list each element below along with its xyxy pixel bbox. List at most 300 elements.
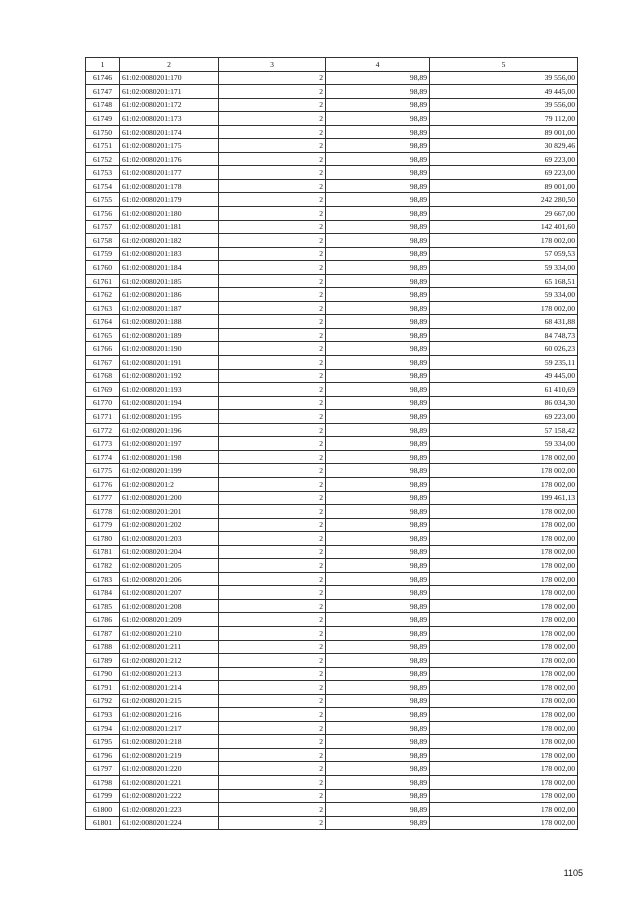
table-cell-col-4: 98,89: [326, 640, 430, 654]
table-cell-col-1: 61758: [86, 234, 120, 248]
table-cell-col-2: 61:02:0080201:198: [120, 450, 219, 464]
table-cell-col-1: 61781: [86, 545, 120, 559]
table-cell-col-2: 61:02:0080201:214: [120, 681, 219, 695]
table-cell-col-4: 98,89: [326, 328, 430, 342]
table-cell-col-1: 61794: [86, 721, 120, 735]
table-cell-col-5: 178 002,00: [430, 450, 578, 464]
table-cell-col-4: 98,89: [326, 179, 430, 193]
table-cell-col-4: 98,89: [326, 518, 430, 532]
table-cell-col-5: 60 026,23: [430, 342, 578, 356]
table-cell-col-5: 59 334,00: [430, 437, 578, 451]
table-cell-col-2: 61:02:0080201:224: [120, 816, 219, 830]
table-cell-col-4: 98,89: [326, 342, 430, 356]
table-cell-col-2: 61:02:0080201:203: [120, 532, 219, 546]
table-cell-col-2: 61:02:0080201:170: [120, 71, 219, 85]
table-row: [86, 708, 578, 722]
table-cell-col-1: 61800: [86, 803, 120, 817]
table-cell-col-5: 178 002,00: [430, 667, 578, 681]
table-cell-col-3: 2: [219, 301, 326, 315]
table-row: [86, 152, 578, 166]
table-cell-col-3: 2: [219, 274, 326, 288]
table-row: [86, 328, 578, 342]
table-cell-col-2: 61:02:0080201:171: [120, 85, 219, 99]
table-cell-col-2: 61:02:0080201:194: [120, 396, 219, 410]
table-cell-col-5: 84 748,73: [430, 328, 578, 342]
table-cell-col-3: 2: [219, 261, 326, 275]
table-cell-col-4: 98,89: [326, 491, 430, 505]
table-cell-col-2: 61:02:0080201:178: [120, 179, 219, 193]
table-cell-col-5: 69 223,00: [430, 166, 578, 180]
table-cell-col-2: 61:02:0080201:208: [120, 599, 219, 613]
table-cell-col-4: 98,89: [326, 816, 430, 830]
table-cell-col-5: 178 002,00: [430, 301, 578, 315]
table-cell-col-1: 61793: [86, 708, 120, 722]
table-cell-col-5: 89 001,00: [430, 125, 578, 139]
table-cell-col-5: 178 002,00: [430, 640, 578, 654]
table-cell-col-2: 61:02:0080201:186: [120, 288, 219, 302]
table-cell-col-5: 178 002,00: [430, 775, 578, 789]
table-cell-col-4: 98,89: [326, 234, 430, 248]
table-cell-col-3: 2: [219, 505, 326, 519]
table-cell-col-3: 2: [219, 464, 326, 478]
table-cell-col-3: 2: [219, 383, 326, 397]
table-cell-col-2: 61:02:0080201:197: [120, 437, 219, 451]
table-cell-col-3: 2: [219, 315, 326, 329]
table-row: [86, 640, 578, 654]
table-cell-col-2: 61:02:0080201:211: [120, 640, 219, 654]
table-cell-col-2: 61:02:0080201:205: [120, 559, 219, 573]
table-cell-col-4: 98,89: [326, 775, 430, 789]
table-cell-col-5: 61 410,69: [430, 383, 578, 397]
table-cell-col-1: 61782: [86, 559, 120, 573]
table-cell-col-1: 61755: [86, 193, 120, 207]
table-cell-col-1: 61765: [86, 328, 120, 342]
table-cell-col-1: 61789: [86, 654, 120, 668]
table-cell-col-3: 2: [219, 599, 326, 613]
table-cell-col-1: 61762: [86, 288, 120, 302]
table-cell-col-3: 2: [219, 491, 326, 505]
table-cell-col-5: 178 002,00: [430, 613, 578, 627]
table-cell-col-5: 57 059,53: [430, 247, 578, 261]
table-cell-col-2: 61:02:0080201:187: [120, 301, 219, 315]
table-cell-col-2: 61:02:0080201:200: [120, 491, 219, 505]
table-cell-col-1: 61770: [86, 396, 120, 410]
table-cell-col-5: 39 556,00: [430, 98, 578, 112]
table-cell-col-5: 178 002,00: [430, 789, 578, 803]
table-cell-col-4: 98,89: [326, 410, 430, 424]
table-cell-col-4: 98,89: [326, 559, 430, 573]
table-cell-col-4: 98,89: [326, 654, 430, 668]
table-cell-col-5: 79 112,00: [430, 112, 578, 126]
table-cell-col-1: 61796: [86, 748, 120, 762]
table-cell-col-5: 178 002,00: [430, 505, 578, 519]
table-cell-col-4: 98,89: [326, 315, 430, 329]
table-cell-col-2: 61:02:0080201:192: [120, 369, 219, 383]
table-cell-col-4: 98,89: [326, 613, 430, 627]
table-cell-col-2: 61:02:0080201:222: [120, 789, 219, 803]
table-cell-col-3: 2: [219, 220, 326, 234]
table-cell-col-5: 199 461,13: [430, 491, 578, 505]
table-cell-col-2: 61:02:0080201:218: [120, 735, 219, 749]
table-row: [86, 599, 578, 613]
table-cell-col-5: 178 002,00: [430, 803, 578, 817]
table-cell-col-4: 98,89: [326, 681, 430, 695]
table-cell-col-1: 61776: [86, 477, 120, 491]
table-cell-col-4: 98,89: [326, 599, 430, 613]
table-cell-col-3: 2: [219, 803, 326, 817]
table-row: [86, 613, 578, 627]
table-row: [86, 112, 578, 126]
table-cell-col-3: 2: [219, 234, 326, 248]
table-cell-col-2: 61:02:0080201:175: [120, 139, 219, 153]
table-cell-col-2: 61:02:0080201:195: [120, 410, 219, 424]
table-cell-col-1: 61747: [86, 85, 120, 99]
table-cell-col-4: 98,89: [326, 71, 430, 85]
table-cell-col-3: 2: [219, 613, 326, 627]
table-cell-col-4: 98,89: [326, 423, 430, 437]
table-cell-col-4: 98,89: [326, 437, 430, 451]
table-cell-col-5: 57 158,42: [430, 423, 578, 437]
table-row: [86, 301, 578, 315]
table-cell-col-4: 98,89: [326, 85, 430, 99]
table-cell-col-3: 2: [219, 288, 326, 302]
table-cell-col-4: 98,89: [326, 301, 430, 315]
data-table: [85, 57, 578, 830]
table-cell-col-4: 98,89: [326, 220, 430, 234]
table-row: [86, 85, 578, 99]
table-row: [86, 735, 578, 749]
table-cell-col-3: 2: [219, 98, 326, 112]
page-number: 1105: [563, 868, 583, 878]
table-cell-col-5: 178 002,00: [430, 599, 578, 613]
header-row: [86, 58, 578, 72]
table-cell-col-5: 178 002,00: [430, 708, 578, 722]
table-cell-col-1: 61788: [86, 640, 120, 654]
table-row: [86, 464, 578, 478]
table-cell-col-5: 178 002,00: [430, 762, 578, 776]
table-row: [86, 356, 578, 370]
table-cell-col-2: 61:02:0080201:2: [120, 477, 219, 491]
table-cell-col-2: 61:02:0080201:177: [120, 166, 219, 180]
table-cell-col-3: 2: [219, 559, 326, 573]
table-cell-col-4: 98,89: [326, 166, 430, 180]
table-row: [86, 139, 578, 153]
table-cell-col-3: 2: [219, 328, 326, 342]
table-cell-col-2: 61:02:0080201:188: [120, 315, 219, 329]
table-row: [86, 423, 578, 437]
table-cell-col-2: 61:02:0080201:183: [120, 247, 219, 261]
table-cell-col-4: 98,89: [326, 748, 430, 762]
table-cell-col-5: 178 002,00: [430, 518, 578, 532]
table-cell-col-2: 61:02:0080201:182: [120, 234, 219, 248]
table-cell-col-2: 61:02:0080201:220: [120, 762, 219, 776]
table-cell-col-5: 65 168,51: [430, 274, 578, 288]
table-row: [86, 586, 578, 600]
table-cell-col-1: 61778: [86, 505, 120, 519]
table-cell-col-4: 98,89: [326, 125, 430, 139]
table-row: [86, 220, 578, 234]
table-cell-col-2: 61:02:0080201:221: [120, 775, 219, 789]
table-cell-col-3: 2: [219, 694, 326, 708]
table-row: [86, 71, 578, 85]
table-row: [86, 125, 578, 139]
table-cell-col-5: 86 034,30: [430, 396, 578, 410]
table-cell-col-3: 2: [219, 586, 326, 600]
table-cell-col-3: 2: [219, 139, 326, 153]
table-row: [86, 207, 578, 221]
table-row: [86, 803, 578, 817]
table-cell-col-3: 2: [219, 396, 326, 410]
table-row: [86, 518, 578, 532]
table-cell-col-4: 98,89: [326, 139, 430, 153]
table-cell-col-1: 61777: [86, 491, 120, 505]
table-row: [86, 491, 578, 505]
table-cell-col-2: 61:02:0080201:207: [120, 586, 219, 600]
table-cell-col-1: 61766: [86, 342, 120, 356]
table-cell-col-4: 98,89: [326, 532, 430, 546]
table-cell-col-4: 98,89: [326, 274, 430, 288]
table-cell-col-5: 178 002,00: [430, 464, 578, 478]
table-cell-col-1: 61771: [86, 410, 120, 424]
table-row: [86, 437, 578, 451]
table-cell-col-1: 61757: [86, 220, 120, 234]
table-cell-col-4: 98,89: [326, 803, 430, 817]
table-row: [86, 247, 578, 261]
table-cell-col-1: 61760: [86, 261, 120, 275]
table-cell-col-2: 61:02:0080201:190: [120, 342, 219, 356]
table-cell-col-3: 2: [219, 545, 326, 559]
table-row: [86, 667, 578, 681]
table-cell-col-2: 61:02:0080201:219: [120, 748, 219, 762]
table-cell-col-4: 98,89: [326, 112, 430, 126]
table-row: [86, 98, 578, 112]
table-cell-col-4: 98,89: [326, 98, 430, 112]
table-cell-col-2: 61:02:0080201:209: [120, 613, 219, 627]
table-cell-col-2: 61:02:0080201:210: [120, 626, 219, 640]
table-cell-col-3: 2: [219, 532, 326, 546]
table-row: [86, 261, 578, 275]
table-cell-col-1: 61767: [86, 356, 120, 370]
table-cell-col-3: 2: [219, 71, 326, 85]
table-cell-col-4: 98,89: [326, 735, 430, 749]
table-cell-col-4: 98,89: [326, 572, 430, 586]
table-cell-col-3: 2: [219, 735, 326, 749]
table-row: [86, 694, 578, 708]
table-cell-col-3: 2: [219, 748, 326, 762]
table-row: [86, 654, 578, 668]
table-cell-col-2: 61:02:0080201:223: [120, 803, 219, 817]
table-cell-col-4: 98,89: [326, 369, 430, 383]
table-cell-col-4: 98,89: [326, 356, 430, 370]
table-row: [86, 477, 578, 491]
table-cell-col-4: 98,89: [326, 626, 430, 640]
table-cell-col-3: 2: [219, 477, 326, 491]
table-cell-col-2: 61:02:0080201:204: [120, 545, 219, 559]
table-row: [86, 179, 578, 193]
table-cell-col-1: 61775: [86, 464, 120, 478]
table-cell-col-2: 61:02:0080201:184: [120, 261, 219, 275]
table-cell-col-3: 2: [219, 356, 326, 370]
table-cell-col-1: 61772: [86, 423, 120, 437]
table-cell-col-1: 61753: [86, 166, 120, 180]
table-cell-col-1: 61792: [86, 694, 120, 708]
column-header-4: 4: [326, 58, 430, 72]
table-cell-col-3: 2: [219, 437, 326, 451]
table-cell-col-1: 61769: [86, 383, 120, 397]
table-cell-col-1: 61797: [86, 762, 120, 776]
table-cell-col-3: 2: [219, 816, 326, 830]
table-cell-col-3: 2: [219, 125, 326, 139]
table-cell-col-1: 61779: [86, 518, 120, 532]
table-row: [86, 369, 578, 383]
table-cell-col-3: 2: [219, 450, 326, 464]
table-cell-col-3: 2: [219, 179, 326, 193]
table-row: [86, 816, 578, 830]
table-cell-col-1: 61784: [86, 586, 120, 600]
table-row: [86, 193, 578, 207]
table-cell-col-4: 98,89: [326, 789, 430, 803]
table-cell-col-5: 30 829,46: [430, 139, 578, 153]
table-cell-col-5: 69 223,00: [430, 410, 578, 424]
table-cell-col-5: 59 235,11: [430, 356, 578, 370]
table-row: [86, 721, 578, 735]
table-cell-col-4: 98,89: [326, 247, 430, 261]
table-cell-col-4: 98,89: [326, 667, 430, 681]
table-cell-col-2: 61:02:0080201:216: [120, 708, 219, 722]
table-cell-col-5: 89 001,00: [430, 179, 578, 193]
table-cell-col-3: 2: [219, 762, 326, 776]
table-cell-col-3: 2: [219, 518, 326, 532]
table-cell-col-5: 178 002,00: [430, 477, 578, 491]
table-cell-col-3: 2: [219, 166, 326, 180]
table-row: [86, 383, 578, 397]
table-cell-col-1: 61761: [86, 274, 120, 288]
table-cell-col-3: 2: [219, 721, 326, 735]
table-cell-col-3: 2: [219, 708, 326, 722]
table-cell-col-2: 61:02:0080201:201: [120, 505, 219, 519]
table-row: [86, 342, 578, 356]
table-cell-col-1: 61785: [86, 599, 120, 613]
table-row: [86, 315, 578, 329]
table-cell-col-3: 2: [219, 626, 326, 640]
table-cell-col-4: 98,89: [326, 193, 430, 207]
table-row: [86, 532, 578, 546]
table-row: [86, 274, 578, 288]
table-cell-col-1: 61763: [86, 301, 120, 315]
table-cell-col-5: 178 002,00: [430, 586, 578, 600]
table-cell-col-4: 98,89: [326, 383, 430, 397]
table-cell-col-2: 61:02:0080201:206: [120, 572, 219, 586]
table-cell-col-5: 178 002,00: [430, 654, 578, 668]
table-body: [86, 71, 578, 830]
table-cell-col-5: 178 002,00: [430, 735, 578, 749]
table-cell-col-5: 242 280,50: [430, 193, 578, 207]
table-cell-col-5: 142 401,60: [430, 220, 578, 234]
table-cell-col-5: 39 556,00: [430, 71, 578, 85]
table-cell-col-5: 49 445,00: [430, 369, 578, 383]
table-row: [86, 789, 578, 803]
table-cell-col-3: 2: [219, 775, 326, 789]
table-row: [86, 681, 578, 695]
table-row: [86, 166, 578, 180]
table-cell-col-4: 98,89: [326, 207, 430, 221]
table-row: [86, 559, 578, 573]
table-cell-col-1: 61759: [86, 247, 120, 261]
table-cell-col-3: 2: [219, 369, 326, 383]
table-cell-col-5: 69 223,00: [430, 152, 578, 166]
table-cell-col-1: 61801: [86, 816, 120, 830]
table-cell-col-1: 61748: [86, 98, 120, 112]
table-cell-col-2: 61:02:0080201:212: [120, 654, 219, 668]
table-row: [86, 505, 578, 519]
table-row: [86, 234, 578, 248]
table-cell-col-4: 98,89: [326, 586, 430, 600]
column-header-5: 5: [430, 58, 578, 72]
table-cell-col-4: 98,89: [326, 464, 430, 478]
table-row: [86, 775, 578, 789]
table-header: [86, 58, 578, 72]
table-cell-col-4: 98,89: [326, 721, 430, 735]
table-cell-col-3: 2: [219, 152, 326, 166]
table-cell-col-5: 29 667,00: [430, 207, 578, 221]
table-row: [86, 396, 578, 410]
column-header-3: 3: [219, 58, 326, 72]
table-cell-col-5: 59 334,00: [430, 261, 578, 275]
table-cell-col-3: 2: [219, 112, 326, 126]
table-cell-col-1: 61787: [86, 626, 120, 640]
table-cell-col-5: 178 002,00: [430, 559, 578, 573]
table-cell-col-1: 61786: [86, 613, 120, 627]
table-row: [86, 748, 578, 762]
table-cell-col-1: 61754: [86, 179, 120, 193]
table-cell-col-1: 61746: [86, 71, 120, 85]
table-row: [86, 450, 578, 464]
table-cell-col-4: 98,89: [326, 261, 430, 275]
table-cell-col-2: 61:02:0080201:185: [120, 274, 219, 288]
table-cell-col-1: 61756: [86, 207, 120, 221]
table-cell-col-5: 59 334,00: [430, 288, 578, 302]
table-row: [86, 545, 578, 559]
table-cell-col-3: 2: [219, 193, 326, 207]
table-cell-col-3: 2: [219, 410, 326, 424]
table-cell-col-2: 61:02:0080201:173: [120, 112, 219, 126]
table-cell-col-1: 61764: [86, 315, 120, 329]
table-cell-col-1: 61783: [86, 572, 120, 586]
table-cell-col-2: 61:02:0080201:193: [120, 383, 219, 397]
table-cell-col-5: 49 445,00: [430, 85, 578, 99]
table-cell-col-1: 61773: [86, 437, 120, 451]
table-cell-col-2: 61:02:0080201:174: [120, 125, 219, 139]
table-cell-col-2: 61:02:0080201:217: [120, 721, 219, 735]
column-header-2: 2: [120, 58, 219, 72]
table-cell-col-3: 2: [219, 207, 326, 221]
table-cell-col-1: 61751: [86, 139, 120, 153]
table-cell-col-2: 61:02:0080201:189: [120, 328, 219, 342]
table-cell-col-5: 178 002,00: [430, 694, 578, 708]
table-cell-col-3: 2: [219, 654, 326, 668]
table-cell-col-3: 2: [219, 640, 326, 654]
table-cell-col-5: 178 002,00: [430, 545, 578, 559]
table-cell-col-1: 61768: [86, 369, 120, 383]
table-cell-col-5: 178 002,00: [430, 532, 578, 546]
table-cell-col-5: 178 002,00: [430, 681, 578, 695]
column-header-1: 1: [86, 58, 120, 72]
table-cell-col-3: 2: [219, 667, 326, 681]
table-cell-col-4: 98,89: [326, 694, 430, 708]
table-cell-col-1: 61799: [86, 789, 120, 803]
table-cell-col-2: 61:02:0080201:181: [120, 220, 219, 234]
table-cell-col-4: 98,89: [326, 450, 430, 464]
